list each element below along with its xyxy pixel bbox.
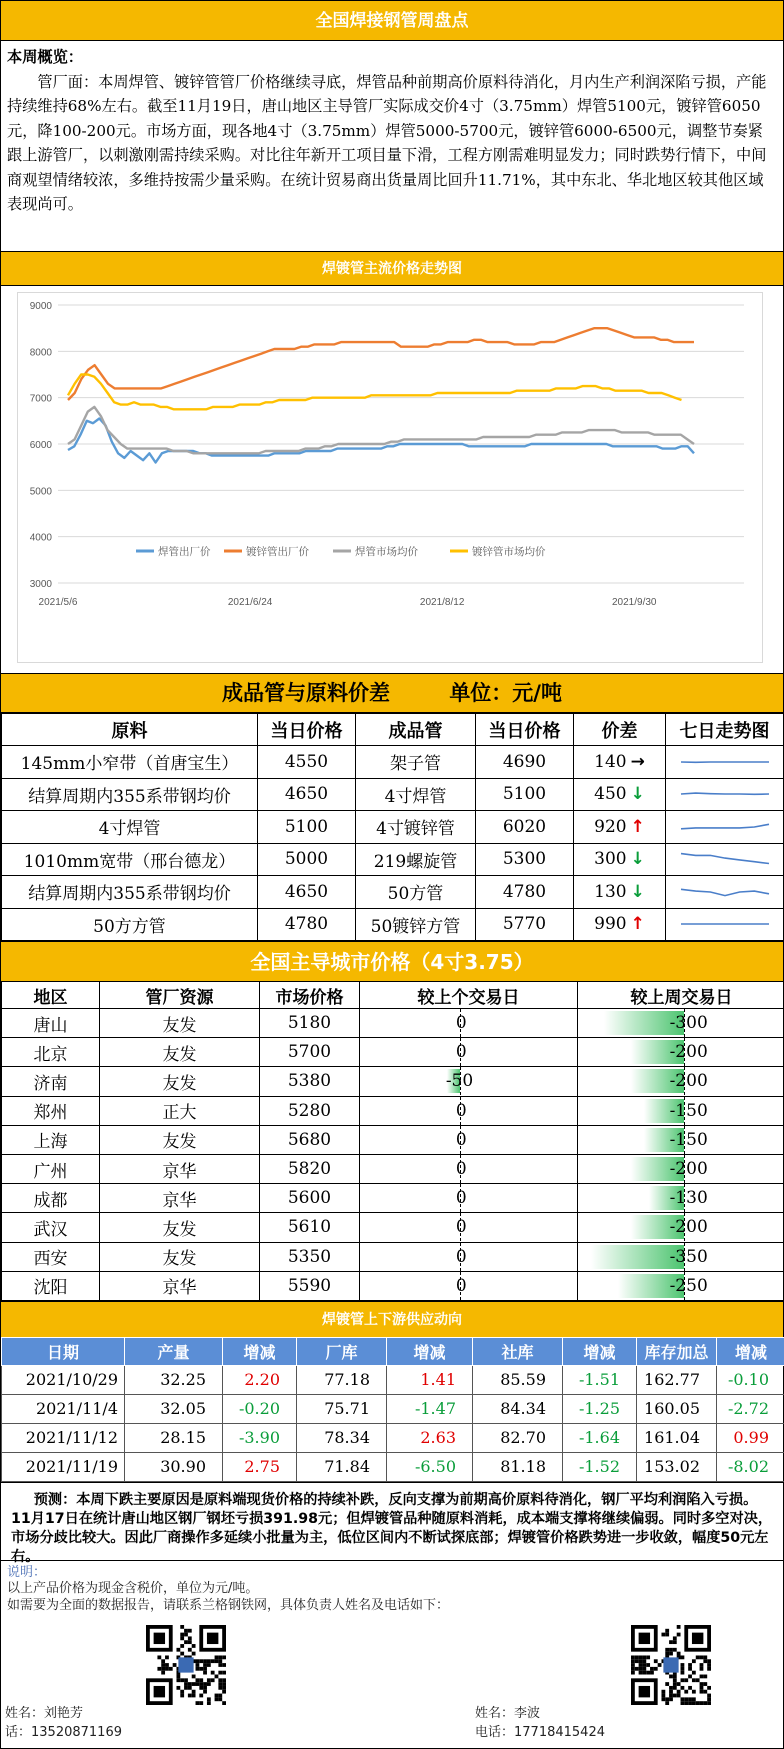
change-value: 0 xyxy=(455,1188,467,1209)
change-day-cell xyxy=(360,1184,578,1213)
sparkline-line xyxy=(681,889,769,895)
material-price: 4650 xyxy=(258,876,356,909)
city-row xyxy=(2,1213,784,1242)
change-day-bar xyxy=(360,1243,577,1271)
product-name: 219螺旋管 xyxy=(356,843,476,876)
change-day-cell xyxy=(360,1009,578,1038)
city-name: 郑州 xyxy=(2,1096,100,1125)
y-tick-label: 8000 xyxy=(29,347,52,359)
change-day-bar xyxy=(360,1155,577,1183)
col-product-price: 当日价格 xyxy=(476,714,574,746)
price-trend-chart xyxy=(18,293,764,663)
supply-date: 2021/11/19 xyxy=(2,1452,125,1481)
supply-row xyxy=(2,1452,784,1481)
price-diff: 300 xyxy=(594,849,627,870)
change-day-bar xyxy=(360,1126,577,1154)
product-name: 50方管 xyxy=(356,876,476,909)
market-price: 5600 xyxy=(260,1184,360,1213)
city-name: 广州 xyxy=(2,1154,100,1183)
change-week-cell xyxy=(578,1242,784,1271)
sparkline-line xyxy=(681,854,769,864)
y-tick-label: 6000 xyxy=(29,440,52,451)
supply-total-stock: 160.05 xyxy=(637,1394,717,1423)
y-tick-label: 3000 xyxy=(29,579,52,590)
col-source: 管厂资源 xyxy=(100,982,260,1009)
spread-row xyxy=(2,778,784,811)
change-week-cell xyxy=(578,1213,784,1242)
change-value: 0 xyxy=(455,1159,467,1180)
city-name: 沈阳 xyxy=(2,1271,100,1300)
change-value: -200 xyxy=(669,1217,708,1238)
change-day-cell xyxy=(360,1067,578,1096)
change-day-cell xyxy=(360,1213,578,1242)
city-price-title: 全国主导城市价格（4寸3.75） xyxy=(1,941,783,981)
material-price: 4650 xyxy=(258,778,356,811)
change-week-bar xyxy=(578,1272,784,1300)
x-tick-label: 2021/9/30 xyxy=(611,597,657,608)
series-line xyxy=(68,375,682,410)
supply-factory-change: -6.50 xyxy=(387,1452,473,1481)
arrow-down-icon: ↓ xyxy=(630,849,645,870)
city-row xyxy=(2,1271,784,1300)
col-vs-prev-week: 较上周交易日 xyxy=(578,982,784,1009)
contact-right-name: 姓名：李波 xyxy=(475,1705,541,1721)
col-market-price: 市场价格 xyxy=(260,982,360,1009)
arrow-down-icon: ↓ xyxy=(630,881,645,902)
city-price-table xyxy=(1,981,784,1301)
city-name: 北京 xyxy=(2,1038,100,1067)
sparkline xyxy=(675,781,775,807)
chart-frame xyxy=(17,292,763,663)
spread-row xyxy=(2,876,784,909)
x-tick-label: 2021/6/24 xyxy=(227,597,273,608)
market-price: 5610 xyxy=(260,1213,360,1242)
material-name: 结算周期内355系带钢均价 xyxy=(2,876,258,909)
legend-label: 焊管出厂价 xyxy=(158,546,211,558)
product-name: 50镀锌方管 xyxy=(356,908,476,941)
col-product: 成品管 xyxy=(356,714,476,746)
city-row xyxy=(2,1242,784,1271)
city-row xyxy=(2,1184,784,1213)
market-price: 5680 xyxy=(260,1125,360,1154)
change-value: 0 xyxy=(455,1246,467,1267)
contact-right-phone: 电话：17718415424 xyxy=(475,1724,605,1740)
mill-source: 京华 xyxy=(100,1271,260,1300)
chart-container xyxy=(1,286,783,674)
change-day-cell xyxy=(360,1096,578,1125)
supply-social-change: -1.25 xyxy=(563,1394,637,1423)
col-city: 地区 xyxy=(2,982,100,1009)
material-price: 4550 xyxy=(258,746,356,779)
forecast-text: 预测：本周下跌主要原因是原料端现货价格的持续补跌，反向支撑为前期高价原料待消化，钢厂平均利润陷入亏损。11月17日在统计唐山地区钢厂钢坯亏损391.98元；但焊镀管品种随原料消耗，成本端支撑将继续偏弱。同时多空对决，市场分歧比较大。因此厂商操作多延续小批量为主，低位区间内不断试探底部；焊镀管价格跌势进一步收敛，幅度50元左右。 xyxy=(11,1491,773,1565)
supply-date: 2021/11/4 xyxy=(2,1394,125,1423)
supply-total-change: 0.99 xyxy=(717,1423,784,1452)
material-price: 5000 xyxy=(258,843,356,876)
change-day-bar xyxy=(360,1009,577,1037)
supply-factory-change: 1.41 xyxy=(387,1365,473,1394)
mill-source: 京华 xyxy=(100,1154,260,1183)
chart-section-title: 焊镀管主流价格走势图 xyxy=(1,252,783,286)
col-total-change: 增减 xyxy=(717,1337,784,1365)
supply-date: 2021/11/12 xyxy=(2,1423,125,1452)
arrow-right-icon: → xyxy=(630,751,645,772)
city-name: 西安 xyxy=(2,1242,100,1271)
col-date: 日期 xyxy=(2,1337,125,1365)
col-total-stock: 库存加总 xyxy=(637,1337,717,1365)
y-tick-label: 7000 xyxy=(29,393,52,405)
col-material: 原料 xyxy=(2,714,258,746)
col-diff: 价差 xyxy=(574,714,666,746)
col-vs-prev-day: 较上个交易日 xyxy=(360,982,578,1009)
spread-row xyxy=(2,811,784,844)
material-name: 结算周期内355系带钢均价 xyxy=(2,778,258,811)
spread-row xyxy=(2,908,784,941)
market-price: 5350 xyxy=(260,1242,360,1271)
supply-output: 32.05 xyxy=(125,1394,223,1423)
supply-output: 30.90 xyxy=(125,1452,223,1481)
change-week-bar xyxy=(578,1067,784,1095)
supply-social-stock: 82.70 xyxy=(473,1423,563,1452)
sparkline xyxy=(675,814,775,840)
supply-total-change: -2.72 xyxy=(717,1394,784,1423)
change-week-cell xyxy=(578,1154,784,1183)
change-value: -250 xyxy=(669,1275,708,1296)
material-name: 4寸焊管 xyxy=(2,811,258,844)
change-value: -200 xyxy=(669,1042,708,1063)
mill-source: 友发 xyxy=(100,1038,260,1067)
mill-source: 友发 xyxy=(100,1213,260,1242)
qr-code-left xyxy=(146,1625,226,1705)
mill-source: 友发 xyxy=(100,1242,260,1271)
change-value: 0 xyxy=(455,1217,467,1238)
product-price: 5300 xyxy=(476,843,574,876)
spread-header-row xyxy=(2,714,784,746)
supply-row xyxy=(2,1394,784,1423)
supply-total-change: -8.02 xyxy=(717,1452,784,1481)
mill-source: 友发 xyxy=(100,1125,260,1154)
market-price: 5380 xyxy=(260,1067,360,1096)
change-day-cell xyxy=(360,1038,578,1067)
supply-social-stock: 85.59 xyxy=(473,1365,563,1394)
change-week-bar xyxy=(578,1009,784,1037)
col-output-change: 增减 xyxy=(223,1337,297,1365)
notes-line-2: 如需要为全面的数据报告，请联系兰格钢铁网，具体负责人姓名及电话如下： xyxy=(7,1597,450,1613)
spread-title: 成品管与原料价差 xyxy=(222,681,390,705)
change-value: -300 xyxy=(669,1013,708,1034)
product-name: 架子管 xyxy=(356,746,476,779)
change-value: -200 xyxy=(669,1159,708,1180)
change-day-bar xyxy=(360,1038,577,1066)
col-output: 产量 xyxy=(125,1337,223,1365)
price-diff-cell xyxy=(574,876,666,909)
supply-factory-change: -1.47 xyxy=(387,1394,473,1423)
supply-factory-stock: 77.18 xyxy=(297,1365,387,1394)
series-line xyxy=(68,328,694,400)
change-value: -200 xyxy=(669,1071,708,1092)
mill-source: 友发 xyxy=(100,1009,260,1038)
market-price: 5180 xyxy=(260,1009,360,1038)
city-row xyxy=(2,1067,784,1096)
sparkline xyxy=(675,749,775,775)
change-day-cell xyxy=(360,1242,578,1271)
change-day-bar xyxy=(360,1184,577,1212)
supply-header-row xyxy=(2,1337,784,1365)
supply-factory-stock: 78.34 xyxy=(297,1423,387,1452)
mill-source: 正大 xyxy=(100,1096,260,1125)
material-price: 5100 xyxy=(258,811,356,844)
change-value: -130 xyxy=(669,1188,708,1209)
arrow-up-icon: ↑ xyxy=(630,816,645,837)
sparkline-cell xyxy=(666,778,784,811)
change-week-cell xyxy=(578,1184,784,1213)
spread-row xyxy=(2,746,784,779)
sparkline xyxy=(675,879,775,905)
change-week-cell xyxy=(578,1067,784,1096)
legend-label: 镀锌管出厂价 xyxy=(246,546,309,558)
sparkline-cell xyxy=(666,876,784,909)
supply-factory-change: 2.63 xyxy=(387,1423,473,1452)
city-row xyxy=(2,1096,784,1125)
overview-text: 管厂面：本周焊管、镀锌管管厂价格继续寻底，焊管品种前期高价原料待消化，月内生产利润深陷亏损，产能持续维持68%左右。截至11月19日，唐山地区主导管厂实际成交价4寸（3.75mm）焊管5100元，镀锌管6050元，降100-200元。市场方面，现各地4寸（3.75mm）焊管5000-5700元，镀锌管6000-6500元，调整节奏紧跟上游管厂，以刺激刚需持续采购。对比往年新开工项目量下滑，工程方刚需难明显发力；同时跌势行情下，中间商观望情绪较浓，多维持按需少量采购。在统计贸易商出货量周比回升11.71%，其中东北、华北地区较其他区域表现尚可。 xyxy=(7,72,767,213)
change-value: 0 xyxy=(455,1275,467,1296)
change-week-bar xyxy=(578,1097,784,1125)
sparkline-cell xyxy=(666,811,784,844)
change-week-bar xyxy=(578,1155,784,1183)
overview-section xyxy=(1,41,783,252)
price-diff-cell xyxy=(574,778,666,811)
legend-label: 焊管市场均价 xyxy=(355,546,418,558)
product-name: 4寸焊管 xyxy=(356,778,476,811)
supply-output: 28.15 xyxy=(125,1423,223,1452)
supply-social-change: -1.64 xyxy=(563,1423,637,1452)
contact-left-phone: 话：13520871169 xyxy=(5,1724,122,1740)
change-day-bar xyxy=(360,1213,577,1241)
city-header-row xyxy=(2,982,784,1009)
notes-section xyxy=(1,1560,783,1746)
arrow-up-icon: ↑ xyxy=(630,914,645,935)
supply-factory-stock: 75.71 xyxy=(297,1394,387,1423)
y-tick-label: 5000 xyxy=(29,486,52,498)
city-row xyxy=(2,1154,784,1183)
series-line xyxy=(68,407,694,453)
change-week-bar xyxy=(578,1038,784,1066)
market-price: 5280 xyxy=(260,1096,360,1125)
price-diff-cell xyxy=(574,843,666,876)
supply-factory-stock: 71.84 xyxy=(297,1452,387,1481)
city-name: 唐山 xyxy=(2,1009,100,1038)
city-name: 成都 xyxy=(2,1184,100,1213)
change-value: 0 xyxy=(455,1042,467,1063)
mill-source: 友发 xyxy=(100,1067,260,1096)
supply-output-change: 2.20 xyxy=(223,1365,297,1394)
sparkline-line xyxy=(681,824,769,829)
change-day-cell xyxy=(360,1154,578,1183)
city-name: 济南 xyxy=(2,1067,100,1096)
sparkline xyxy=(675,846,775,872)
spread-table xyxy=(1,713,784,941)
supply-social-stock: 84.34 xyxy=(473,1394,563,1423)
y-tick-label: 4000 xyxy=(29,532,52,544)
supply-total-change: -0.10 xyxy=(717,1365,784,1394)
x-tick-label: 2021/8/12 xyxy=(419,597,465,608)
market-price: 5590 xyxy=(260,1271,360,1300)
sparkline-cell xyxy=(666,908,784,941)
price-diff-cell xyxy=(574,811,666,844)
change-week-cell xyxy=(578,1009,784,1038)
spread-unit: 单位：元/吨 xyxy=(449,681,562,705)
change-week-cell xyxy=(578,1038,784,1067)
material-name: 145mm小窄带（首唐宝生） xyxy=(2,746,258,779)
notes-line-1: 以上产品价格为现金含税价，单位为元/吨。 xyxy=(7,1581,259,1597)
price-diff: 140 xyxy=(594,751,627,772)
city-name: 上海 xyxy=(2,1125,100,1154)
city-name: 武汉 xyxy=(2,1213,100,1242)
supply-row xyxy=(2,1423,784,1452)
change-value: -350 xyxy=(669,1246,708,1267)
legend-label: 镀锌管市场均价 xyxy=(472,546,546,558)
change-day-cell xyxy=(360,1271,578,1300)
price-diff: 450 xyxy=(594,784,627,805)
change-day-bar xyxy=(360,1272,577,1300)
sparkline-cell xyxy=(666,746,784,779)
price-diff-cell xyxy=(574,908,666,941)
col-trend: 七日走势图 xyxy=(666,714,784,746)
change-week-cell xyxy=(578,1125,784,1154)
col-factory-stock: 厂库 xyxy=(297,1337,387,1365)
price-diff: 130 xyxy=(594,881,627,902)
product-price: 5100 xyxy=(476,778,574,811)
supply-output-change: -0.20 xyxy=(223,1394,297,1423)
change-week-cell xyxy=(578,1096,784,1125)
product-price: 6020 xyxy=(476,811,574,844)
x-tick-label: 2021/5/6 xyxy=(38,597,78,608)
logo-mark xyxy=(178,1657,193,1672)
supply-output: 32.25 xyxy=(125,1365,223,1394)
qr-code-right xyxy=(631,1625,711,1705)
city-row xyxy=(2,1009,784,1038)
spread-row xyxy=(2,843,784,876)
change-week-bar xyxy=(578,1213,784,1241)
product-price: 4690 xyxy=(476,746,574,779)
price-diff: 990 xyxy=(594,914,627,935)
supply-table xyxy=(1,1337,784,1482)
notes-label: 说明： xyxy=(7,1564,47,1580)
col-social-change: 增减 xyxy=(563,1337,637,1365)
change-week-cell xyxy=(578,1271,784,1300)
material-name: 50方方管 xyxy=(2,908,258,941)
change-day-bar xyxy=(360,1067,577,1095)
change-week-bar xyxy=(578,1243,784,1271)
supply-social-change: -1.52 xyxy=(563,1452,637,1481)
supply-row xyxy=(2,1365,784,1394)
city-row xyxy=(2,1125,784,1154)
market-price: 5820 xyxy=(260,1154,360,1183)
sparkline-line xyxy=(681,793,769,794)
city-row xyxy=(2,1038,784,1067)
product-price: 5770 xyxy=(476,908,574,941)
change-value: -50 xyxy=(445,1071,474,1092)
product-price: 4780 xyxy=(476,876,574,909)
mill-source: 京华 xyxy=(100,1184,260,1213)
contact-left-name: 姓名：刘艳芳 xyxy=(5,1705,84,1721)
price-diff-cell xyxy=(574,746,666,779)
supply-date: 2021/10/29 xyxy=(2,1365,125,1394)
overview-heading: 本周概览： xyxy=(7,48,83,66)
col-social-stock: 社库 xyxy=(473,1337,563,1365)
logo-mark xyxy=(663,1657,678,1672)
change-day-bar xyxy=(360,1097,577,1125)
change-value: -150 xyxy=(669,1129,708,1150)
supply-social-stock: 81.18 xyxy=(473,1452,563,1481)
change-value: 0 xyxy=(455,1129,467,1150)
price-diff: 920 xyxy=(594,816,627,837)
change-value: 0 xyxy=(455,1013,467,1034)
supply-total-stock: 161.04 xyxy=(637,1423,717,1452)
supply-social-change: -1.51 xyxy=(563,1365,637,1394)
material-price: 4780 xyxy=(258,908,356,941)
product-name: 4寸镀锌管 xyxy=(356,811,476,844)
arrow-down-icon: ↓ xyxy=(630,784,645,805)
supply-total-stock: 153.02 xyxy=(637,1452,717,1481)
col-material-price: 当日价格 xyxy=(258,714,356,746)
change-value: 0 xyxy=(455,1100,467,1121)
report-title: 全国焊接钢管周盘点 xyxy=(1,1,783,41)
supply-title: 焊镀管上下游供应动向 xyxy=(1,1301,783,1337)
spread-header xyxy=(1,674,783,713)
col-factory-change: 增减 xyxy=(387,1337,473,1365)
y-tick-label: 9000 xyxy=(29,301,52,312)
forecast-section xyxy=(1,1482,783,1565)
material-name: 1010mm宽带（邢台德龙） xyxy=(2,843,258,876)
supply-output-change: -3.90 xyxy=(223,1423,297,1452)
sparkline xyxy=(675,911,775,937)
sparkline-cell xyxy=(666,843,784,876)
supply-output-change: 2.75 xyxy=(223,1452,297,1481)
change-day-cell xyxy=(360,1125,578,1154)
series-line xyxy=(68,419,694,463)
change-value: -150 xyxy=(669,1100,708,1121)
change-week-bar xyxy=(578,1184,784,1212)
market-price: 5700 xyxy=(260,1038,360,1067)
change-week-bar xyxy=(578,1126,784,1154)
supply-total-stock: 162.77 xyxy=(637,1365,717,1394)
